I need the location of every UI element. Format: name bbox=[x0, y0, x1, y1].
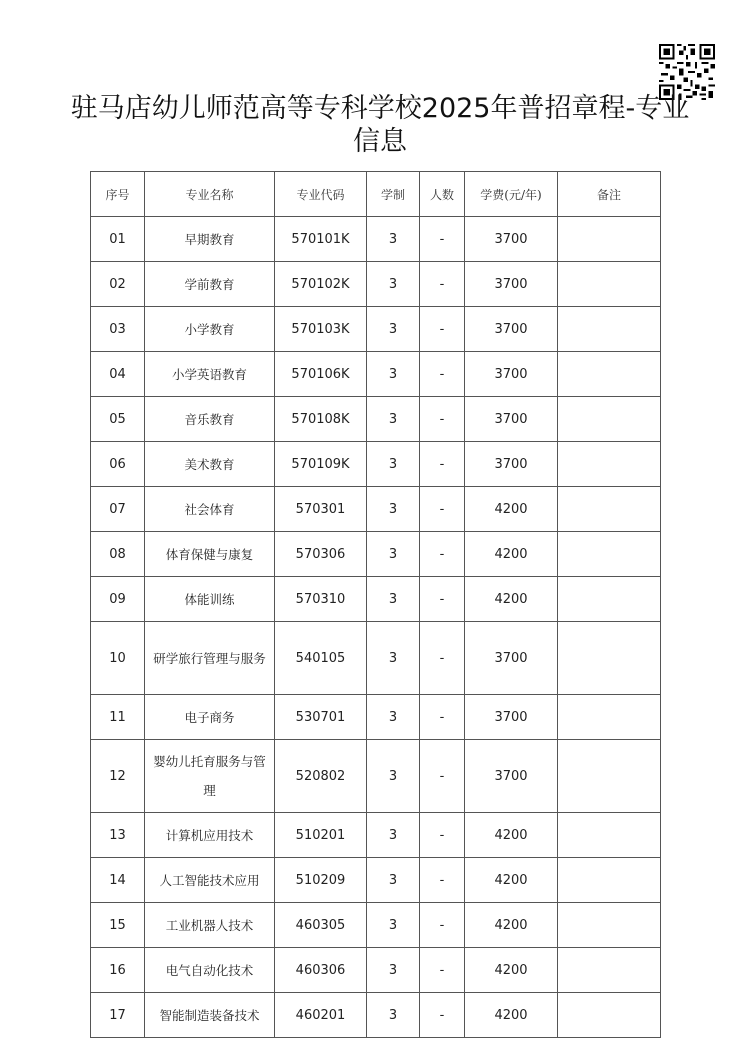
cell-major-name: 美术教育 bbox=[145, 442, 275, 487]
table-row bbox=[91, 695, 661, 740]
cell-years: 3 bbox=[367, 487, 420, 532]
cell-note bbox=[558, 262, 661, 307]
cell-fee: 3700 bbox=[465, 262, 558, 307]
table-row bbox=[91, 813, 661, 858]
table-header-row bbox=[91, 172, 661, 217]
cell-major-code: 460305 bbox=[275, 903, 367, 948]
cell-note bbox=[558, 577, 661, 622]
cell-note bbox=[558, 442, 661, 487]
cell-fee: 4200 bbox=[465, 813, 558, 858]
table-row bbox=[91, 217, 661, 262]
cell-major-code: 570310 bbox=[275, 577, 367, 622]
cell-count: - bbox=[420, 622, 465, 695]
cell-count: - bbox=[420, 352, 465, 397]
cell-fee: 3700 bbox=[465, 740, 558, 813]
cell-fee: 3700 bbox=[465, 442, 558, 487]
cell-fee: 4200 bbox=[465, 948, 558, 993]
cell-count: - bbox=[420, 487, 465, 532]
cell-years: 3 bbox=[367, 813, 420, 858]
table-row bbox=[91, 622, 661, 695]
cell-count: - bbox=[420, 858, 465, 903]
cell-major-code: 460201 bbox=[275, 993, 367, 1038]
table-row bbox=[91, 442, 661, 487]
cell-note bbox=[558, 740, 661, 813]
table-row bbox=[91, 487, 661, 532]
table-row bbox=[91, 307, 661, 352]
cell-years: 3 bbox=[367, 903, 420, 948]
cell-major-name: 智能制造装备技术 bbox=[145, 993, 275, 1038]
cell-fee: 4200 bbox=[465, 532, 558, 577]
table-row bbox=[91, 262, 661, 307]
header-no: 序号 bbox=[91, 172, 145, 217]
cell-note bbox=[558, 532, 661, 577]
cell-count: - bbox=[420, 903, 465, 948]
cell-note bbox=[558, 813, 661, 858]
cell-count: - bbox=[420, 442, 465, 487]
cell-major-name: 电子商务 bbox=[145, 695, 275, 740]
cell-note bbox=[558, 858, 661, 903]
cell-no: 05 bbox=[91, 397, 145, 442]
cell-count: - bbox=[420, 397, 465, 442]
cell-major-code: 540105 bbox=[275, 622, 367, 695]
cell-fee: 4200 bbox=[465, 577, 558, 622]
cell-years: 3 bbox=[367, 352, 420, 397]
cell-note bbox=[558, 695, 661, 740]
cell-major-code: 570108K bbox=[275, 397, 367, 442]
cell-fee: 3700 bbox=[465, 307, 558, 352]
cell-note bbox=[558, 217, 661, 262]
cell-count: - bbox=[420, 577, 465, 622]
cell-no: 17 bbox=[91, 993, 145, 1038]
cell-years: 3 bbox=[367, 307, 420, 352]
cell-no: 02 bbox=[91, 262, 145, 307]
table-row bbox=[91, 577, 661, 622]
header-major-name: 专业名称 bbox=[145, 172, 275, 217]
table-row bbox=[91, 858, 661, 903]
cell-count: - bbox=[420, 813, 465, 858]
cell-fee: 3700 bbox=[465, 622, 558, 695]
cell-major-name: 小学英语教育 bbox=[145, 352, 275, 397]
header-fee: 学费(元/年) bbox=[465, 172, 558, 217]
table-row bbox=[91, 397, 661, 442]
cell-note bbox=[558, 903, 661, 948]
cell-note bbox=[558, 948, 661, 993]
cell-years: 3 bbox=[367, 948, 420, 993]
cell-fee: 3700 bbox=[465, 397, 558, 442]
cell-no: 06 bbox=[91, 442, 145, 487]
cell-major-name: 社会体育 bbox=[145, 487, 275, 532]
header-years: 学制 bbox=[367, 172, 420, 217]
header-count: 人数 bbox=[420, 172, 465, 217]
header-major-code: 专业代码 bbox=[275, 172, 367, 217]
cell-years: 3 bbox=[367, 577, 420, 622]
cell-major-code: 570306 bbox=[275, 532, 367, 577]
cell-major-name: 学前教育 bbox=[145, 262, 275, 307]
cell-years: 3 bbox=[367, 217, 420, 262]
cell-major-name: 体能训练 bbox=[145, 577, 275, 622]
cell-no: 16 bbox=[91, 948, 145, 993]
cell-major-code: 570106K bbox=[275, 352, 367, 397]
cell-count: - bbox=[420, 993, 465, 1038]
cell-major-name: 婴幼儿托育服务与管理 bbox=[145, 740, 275, 813]
cell-count: - bbox=[420, 740, 465, 813]
cell-major-code: 460306 bbox=[275, 948, 367, 993]
cell-major-code: 530701 bbox=[275, 695, 367, 740]
cell-major-name: 音乐教育 bbox=[145, 397, 275, 442]
cell-fee: 4200 bbox=[465, 487, 558, 532]
cell-major-name: 计算机应用技术 bbox=[145, 813, 275, 858]
cell-no: 10 bbox=[91, 622, 145, 695]
cell-count: - bbox=[420, 217, 465, 262]
cell-years: 3 bbox=[367, 858, 420, 903]
cell-major-code: 570101K bbox=[275, 217, 367, 262]
cell-major-name: 电气自动化技术 bbox=[145, 948, 275, 993]
table-row bbox=[91, 740, 661, 813]
cell-years: 3 bbox=[367, 397, 420, 442]
cell-years: 3 bbox=[367, 622, 420, 695]
cell-major-name: 早期教育 bbox=[145, 217, 275, 262]
cell-count: - bbox=[420, 695, 465, 740]
cell-major-name: 研学旅行管理与服务 bbox=[145, 622, 275, 695]
cell-no: 04 bbox=[91, 352, 145, 397]
cell-major-code: 570103K bbox=[275, 307, 367, 352]
cell-no: 08 bbox=[91, 532, 145, 577]
cell-no: 07 bbox=[91, 487, 145, 532]
cell-fee: 4200 bbox=[465, 903, 558, 948]
cell-fee: 3700 bbox=[465, 695, 558, 740]
table-row bbox=[91, 948, 661, 993]
cell-years: 3 bbox=[367, 740, 420, 813]
cell-no: 15 bbox=[91, 903, 145, 948]
cell-no: 01 bbox=[91, 217, 145, 262]
cell-years: 3 bbox=[367, 442, 420, 487]
cell-major-name: 工业机器人技术 bbox=[145, 903, 275, 948]
cell-no: 11 bbox=[91, 695, 145, 740]
cell-years: 3 bbox=[367, 262, 420, 307]
cell-major-name: 人工智能技术应用 bbox=[145, 858, 275, 903]
cell-note bbox=[558, 352, 661, 397]
cell-no: 14 bbox=[91, 858, 145, 903]
cell-major-code: 570109K bbox=[275, 442, 367, 487]
cell-no: 12 bbox=[91, 740, 145, 813]
cell-major-code: 510201 bbox=[275, 813, 367, 858]
cell-major-code: 570301 bbox=[275, 487, 367, 532]
cell-fee: 3700 bbox=[465, 352, 558, 397]
cell-no: 09 bbox=[91, 577, 145, 622]
cell-fee: 4200 bbox=[465, 858, 558, 903]
cell-note bbox=[558, 487, 661, 532]
cell-major-code: 520802 bbox=[275, 740, 367, 813]
cell-count: - bbox=[420, 262, 465, 307]
majors-table bbox=[90, 171, 661, 1038]
cell-major-code: 570102K bbox=[275, 262, 367, 307]
cell-fee: 4200 bbox=[465, 993, 558, 1038]
table-row bbox=[91, 903, 661, 948]
table-row bbox=[91, 532, 661, 577]
cell-major-name: 小学教育 bbox=[145, 307, 275, 352]
cell-count: - bbox=[420, 307, 465, 352]
cell-years: 3 bbox=[367, 993, 420, 1038]
cell-count: - bbox=[420, 948, 465, 993]
cell-major-name: 体育保健与康复 bbox=[145, 532, 275, 577]
table-row bbox=[91, 352, 661, 397]
cell-note bbox=[558, 397, 661, 442]
cell-major-code: 510209 bbox=[275, 858, 367, 903]
cell-fee: 3700 bbox=[465, 217, 558, 262]
header-note: 备注 bbox=[558, 172, 661, 217]
cell-no: 13 bbox=[91, 813, 145, 858]
cell-years: 3 bbox=[367, 695, 420, 740]
cell-note bbox=[558, 622, 661, 695]
cell-note bbox=[558, 307, 661, 352]
cell-count: - bbox=[420, 532, 465, 577]
cell-years: 3 bbox=[367, 532, 420, 577]
cell-no: 03 bbox=[91, 307, 145, 352]
page-title: 驻马店幼儿师范高等专科学校2025年普招章程-专业信息 bbox=[70, 93, 690, 157]
